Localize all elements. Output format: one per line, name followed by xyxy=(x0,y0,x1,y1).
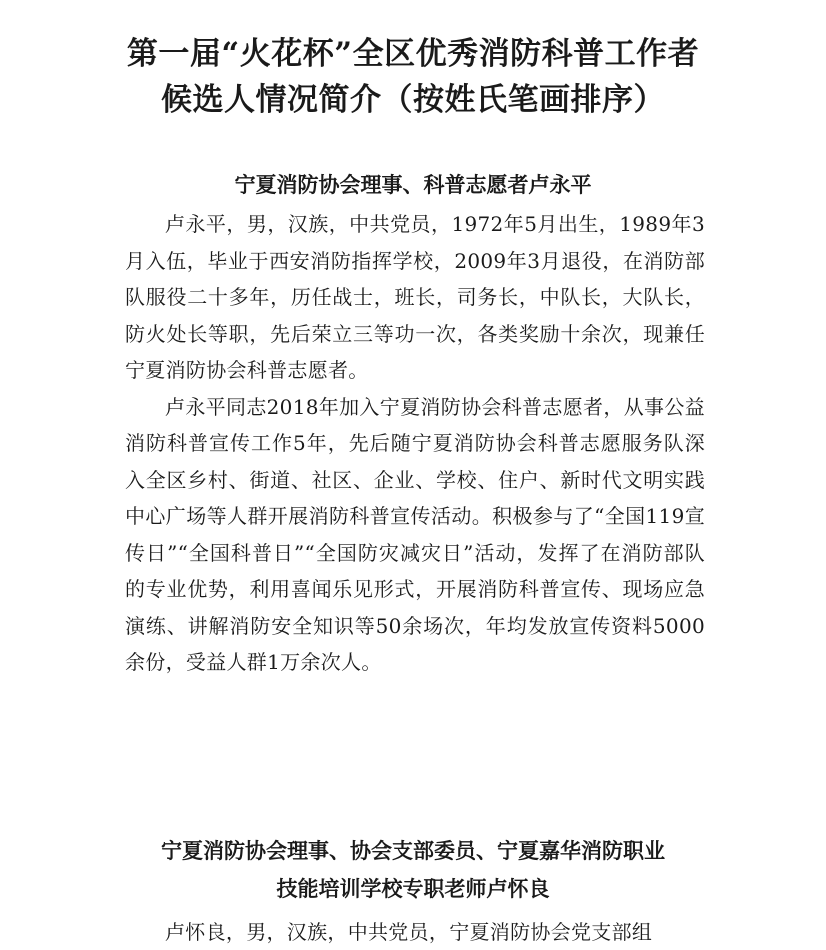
document-title-line-1: 第一届“火花杯”全区优秀消防科普工作者 xyxy=(126,36,700,72)
section-1-paragraph-1: 卢永平，男，汉族，中共党员，1972年5月出生，1989年3月入伍，毕业于西安消防指挥学校，2009年3月退役，在消防部队服役二十多年，历任战士，班长，司务长，中队长，大队长，防火处长等职，先后荣立三等功一次，各类奖励十余次，现兼任宁夏消防协会科普志愿者。 xyxy=(125,212,705,382)
section-1-paragraph-2: 卢永平同志2018年加入宁夏消防协会科普志愿者，从事公益消防科普宣传工作5年，先后随宁夏消防协会科普志愿服务队深入全区乡村、街道、社区、企业、学校、住户、新时代文明实践中心广场等人群开展消防科普宣传活动。积极参与了“全国119宣传日”“全国科普日”“全国防灾减灾日”活动，发挥了在消防部队的专业优势，利用喜闻乐见形式，开展消防科普宣传、现场应急演练、讲解消防安全知识等50余场次，年均发放宣传资料5000余份，受益人群1万余次人。 xyxy=(125,394,705,674)
section-2-heading-line-1: 宁夏消防协会理事、协会支部委员、宁夏嘉华消防职业 xyxy=(161,839,665,863)
section-1-body xyxy=(125,206,705,681)
section-1-heading: 宁夏消防协会理事、科普志愿者卢永平 xyxy=(234,173,592,197)
section-2-paragraph-1: 卢怀良，男，汉族，中共党员，宁夏消防协会党支部组 xyxy=(165,920,653,944)
section-2-body xyxy=(125,914,705,950)
section-2-heading-line-2: 技能培训学校专职老师卢怀良 xyxy=(276,877,550,901)
document-title-line-2: 候选人情况简介（按姓氏笔画排序） xyxy=(161,82,665,118)
